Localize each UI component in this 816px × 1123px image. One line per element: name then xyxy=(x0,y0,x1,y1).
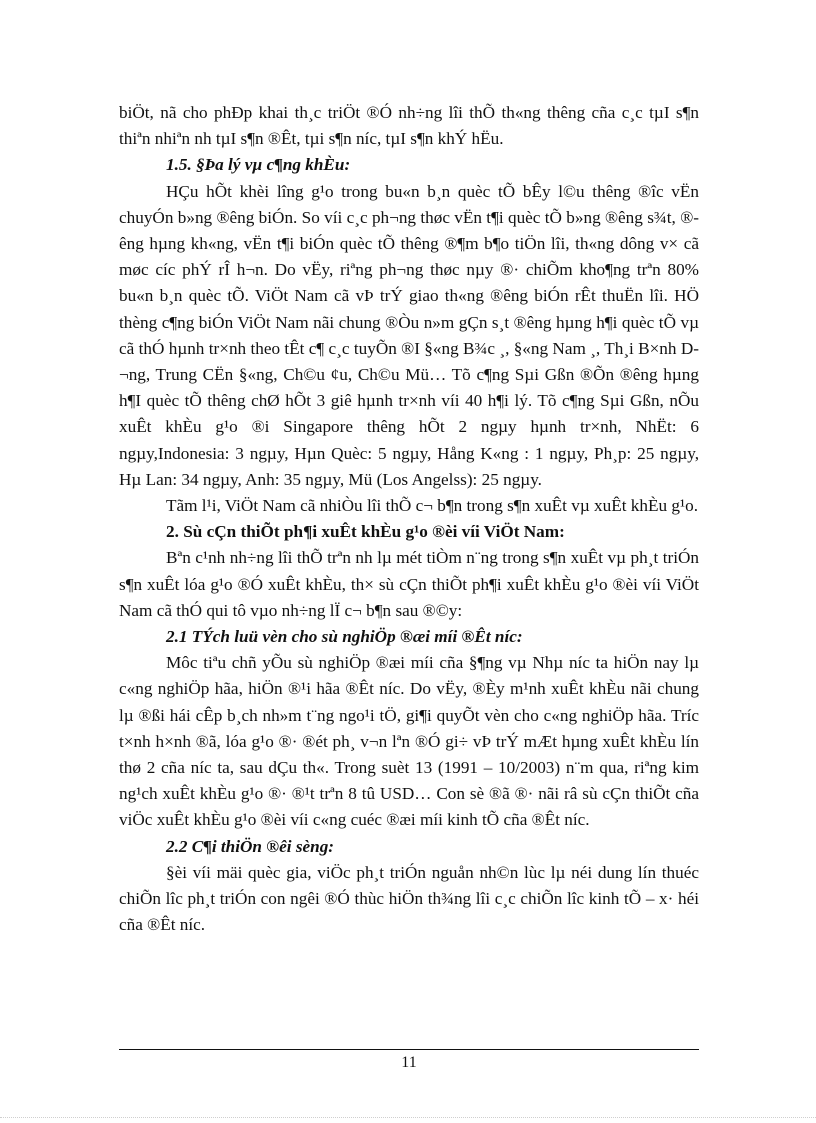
page-number: 11 xyxy=(401,1054,417,1071)
paragraph-capital-accumulation: Môc tiªu chñ yÕu sù nghiÖp ®æi míi cña §¶ng vµ Nhµ níc ta hiÖn nay lµ c«ng nghiÖp hãa, hiÖn ®¹i hãa ®Êt níc. Do vËy, ®Èy m¹nh xuÊt khÈu nãi chung lµ ®ßi hái cÊp b¸ch nh»m t¨ng ngo¹i tÖ, gi¶i quyÕt vèn cho c«ng nghiÖp hãa. Tríc t×nh h×nh ®ã, lóa g¹o ®· ®ét ph¸ v¬n lªn ®Ó gi÷ vÞ trÝ mÆt hµng xuÊt khÈu lín thø 2 cña níc ta, sau dÇu th«. Trong suèt 13 (1991 – 10/2003) n¨m qua, riªng kim ng¹ch xuÊt khÈu g¹o ®· ®¹t trªn 8 tû USD… Con sè ®ã ®· nãi râ sù cÇn thiÕt cña viÖc xuÊt khÈu g¹o ®èi víi c«ng cuéc ®æi míi kinh tÕ cña ®Êt níc. xyxy=(119,653,699,830)
section-heading-2: 2. Sù cÇn thiÕt ph¶i xuÊt khÈu g¹o ®èi víi ViÖt Nam: xyxy=(166,522,565,542)
footer-divider xyxy=(119,1049,699,1050)
page-body xyxy=(119,100,699,939)
section-heading-2-1: 2.1 TÝch luü vèn cho sù nghiÖp ®æi míi ®Êt níc: xyxy=(166,627,523,647)
section-heading-2-2: 2.2 C¶i thiÖn ®êi sèng: xyxy=(166,836,335,856)
paragraph-living-standards: §èi víi mäi quèc gia, viÖc ph¸t triÓn nguån nh©n lùc lµ néi dung lín thuéc chiÕn lîc ph¸t triÓn con ngêi ®Ó thùc hiÖn th¾ng lîi c¸c chiÕn lîc kinh tÕ – x· héi cña ®Êt níc. xyxy=(119,862,699,935)
section-heading-1-5: 1.5. §Þa lý vµ c¶ng khÈu: xyxy=(166,155,351,175)
paragraph-necessity: Bªn c¹nh nh÷ng lîi thÕ trªn nh lµ mét tiÒm n¨ng trong s¶n xuÊt vµ ph¸t triÓn s¶n xuÊt lóa g¹o ®Ó xuÊt khÈu, th× sù cÇn thiÕt ph¶i xuÊt khÈu g¹o ®èi víi ViÖt Nam cã thÓ qui tô vµo nh÷ng lÏ c¬ b¶n sau ®©y: xyxy=(119,548,699,620)
paragraph-sea-transport: HÇu hÕt khèi lîng g¹o trong bu«n b¸n quèc tÕ bÊy l©u thêng ®îc vËn chuyÓn b»ng ®êng biÓn. So víi c¸c ph¬ng thøc vËn t¶i quèc tÕ b»ng ®êng s¾t, ®êng hµng kh«ng, vËn t¶i biÓn quèc tÕ thêng ®¶m b¶o tiÖn lîi, th«ng dông v× cã møc cíc phÝ rÎ h¬n. Do vËy, riªng ph¬ng thøc nµy ®· chiÕm kho¶ng trªn 80% bu«n b¸n quèc tÕ. ViÖt Nam cã vÞ trÝ giao th«ng ®êng biÓn rÊt thuËn lîi. HÖ thèng c¶ng biÓn ViÖt Nam nãi chung ®Òu n»m gÇn s¸t ®êng hµng h¶i quèc tÕ vµ cã thÓ hµnh tr×nh theo tÊt c¶ c¸c tuyÕn ®I §«ng B¾c ¸, §«ng Nam ¸, Th¸i B×nh D¬ng, Trung CËn §«ng, Ch©u ¢u, Ch©u Mü… Tõ c¶ng Sµi Gßn ®Õn ®êng hµng h¶I quèc tÕ thêng chØ hÕt 3 giê hµnh tr×nh víi 40 h¶i lý. Tõ c¶ng Sµi Gßn, nÕu xuÊt khÈu g¹o ®i Singapore thêng hÕt 2 ngµy hµnh tr×nh, NhËt: 6 ngµy,Indonesia: 3 ngµy, Hµn Quèc: 5 ngµy, Hång K«ng : 1 ngµy, Ph¸p: 25 ngµy, Hµ Lan: 34 ngµy, Anh: 35 ngµy, Mü (Los Angelss): 25 ngµy. xyxy=(119,181,699,489)
page-bottom-edge xyxy=(0,1117,816,1118)
paragraph-summary: Tãm l¹i, ViÖt Nam cã nhiÒu lîi thÕ c¬ b¶n trong s¶n xuÊt vµ xuÊt khÈu g¹o. xyxy=(166,496,699,516)
paragraph-natural-resources: biÖt, nã cho phÐp khai th¸c triÖt ®Ó nh÷ng lîi thÕ th«ng thêng cña c¸c tµI s¶n thiªn nhiªn nh tµI s¶n ®Êt, tµi s¶n níc, tµI s¶n khÝ hËu. xyxy=(119,103,699,149)
